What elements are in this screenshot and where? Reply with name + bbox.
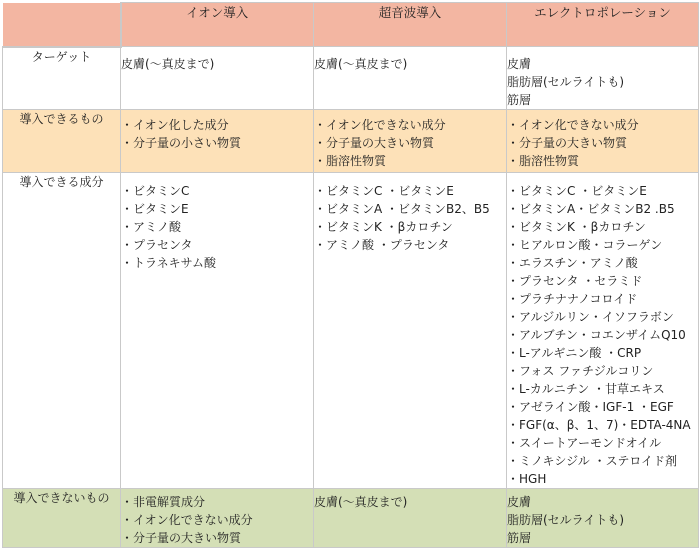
cell-line: ・ビタミンK ・βカロチン <box>507 220 646 234</box>
cell-line: 皮膚 <box>507 57 532 71</box>
cell-line: ・イオン化できない成分 <box>121 513 253 527</box>
cell-electroporation <box>507 173 699 489</box>
cell-line: ・分子量の大きい物質 <box>507 136 628 150</box>
cell-line: ・ミノキシジル ・ステロイド剤 <box>507 454 678 468</box>
cell-line: ・分子量の大きい物質 <box>314 136 435 150</box>
row-label: 導入できないもの <box>3 489 121 548</box>
cell-ultrasonic <box>314 47 507 110</box>
cell-ultrasonic <box>314 489 507 548</box>
cell-line: ・プラセンタ ・セラミド <box>507 274 643 288</box>
cell-line: 脂肪層(セルライトも) <box>507 75 625 89</box>
cell-line: 皮膚 <box>507 495 532 509</box>
cell-line: ・イオン化できない成分 <box>314 118 446 132</box>
cell-line: ・アミノ酸 <box>121 220 182 234</box>
cell-ion <box>121 110 314 173</box>
cell-line: 皮膚(〜真皮まで) <box>314 57 408 71</box>
row-introducible <box>3 110 699 173</box>
cell-ion <box>121 489 314 548</box>
row-target <box>3 47 699 110</box>
row-components <box>3 173 699 489</box>
cell-line: ・ビタミンC ・ビタミンE <box>507 184 647 198</box>
comparison-table <box>2 2 699 548</box>
cell-line: ・ビタミンE <box>121 202 189 216</box>
cell-line: ・分子量の大きい物質 <box>121 531 242 545</box>
cell-line: ・アルブチン・コエンザイムQ10 <box>507 328 686 342</box>
cell-line: ・イオン化できない成分 <box>507 118 639 132</box>
cell-line: ・フォス ファチジルコリン <box>507 364 654 378</box>
header-cell-ion: イオン導入 <box>121 3 314 47</box>
cell-line: ・ビタミンC <box>121 184 190 198</box>
cell-line: ・アゼライン酸・IGF-1 ・EGF <box>507 400 674 414</box>
cell-line: ・プラチナナノコロイド <box>507 292 638 306</box>
cell-line: ・プラセンタ <box>121 238 193 252</box>
cell-line: ・ヒアルロン酸・コラーゲン <box>507 238 663 252</box>
cell-line: ・アミノ酸 ・プラセンタ <box>314 238 450 252</box>
cell-line: 筋層 <box>507 531 532 545</box>
cell-line: ・アルジルリン・イソフラボン <box>507 310 674 324</box>
cell-line: ・FGF(α、β、1、7)・EDTA-4NA <box>507 418 691 432</box>
cell-ion <box>121 47 314 110</box>
cell-ultrasonic <box>314 110 507 173</box>
cell-line: 筋層 <box>507 93 532 107</box>
cell-line: ・イオン化した成分 <box>121 118 229 132</box>
cell-line: ・ビタミンK ・βカロチン <box>314 220 453 234</box>
cell-line: ・ビタミンA ・ビタミンB2、B5 <box>314 202 490 216</box>
header-cell-electroporation: エレクトロポレーション <box>507 3 699 47</box>
cell-line: ・L-カルニチン ・甘草エキス <box>507 382 665 396</box>
cell-line: ・分子量の小さい物質 <box>121 136 242 150</box>
cell-ion <box>121 173 314 489</box>
cell-electroporation <box>507 489 699 548</box>
row-label: ターゲット <box>3 47 121 110</box>
cell-electroporation <box>507 47 699 110</box>
row-not-introducible <box>3 489 699 548</box>
cell-line: ・脂溶性物質 <box>507 154 580 168</box>
cell-line: ・非電解質成分 <box>121 495 206 509</box>
cell-electroporation <box>507 110 699 173</box>
cell-line: ・脂溶性物質 <box>314 154 387 168</box>
cell-line: ・エラスチン・アミノ酸 <box>507 256 638 270</box>
cell-line: ・ビタミンC ・ビタミンE <box>314 184 454 198</box>
cell-line: 皮膚(〜真皮まで) <box>314 495 408 509</box>
row-label: 導入できるもの <box>3 110 121 173</box>
cell-line: ・トラネキサム酸 <box>121 256 217 270</box>
cell-line: 脂肪層(セルライトも) <box>507 513 625 527</box>
cell-line: ・スイートアーモンドオイル <box>507 436 662 450</box>
header-cell-ultrasonic: 超音波導入 <box>314 3 507 47</box>
header-cell-empty <box>3 3 121 47</box>
header-row <box>3 3 699 47</box>
cell-line: ・L-アルギニン酸 ・CRP <box>507 346 642 360</box>
cell-line: ・ビタミンA・ビタミンB2 .B5 <box>507 202 675 216</box>
cell-line: 皮膚(〜真皮まで) <box>121 57 215 71</box>
cell-ultrasonic <box>314 173 507 489</box>
row-label: 導入できる成分 <box>3 173 121 489</box>
cell-line: ・HGH <box>507 472 547 486</box>
